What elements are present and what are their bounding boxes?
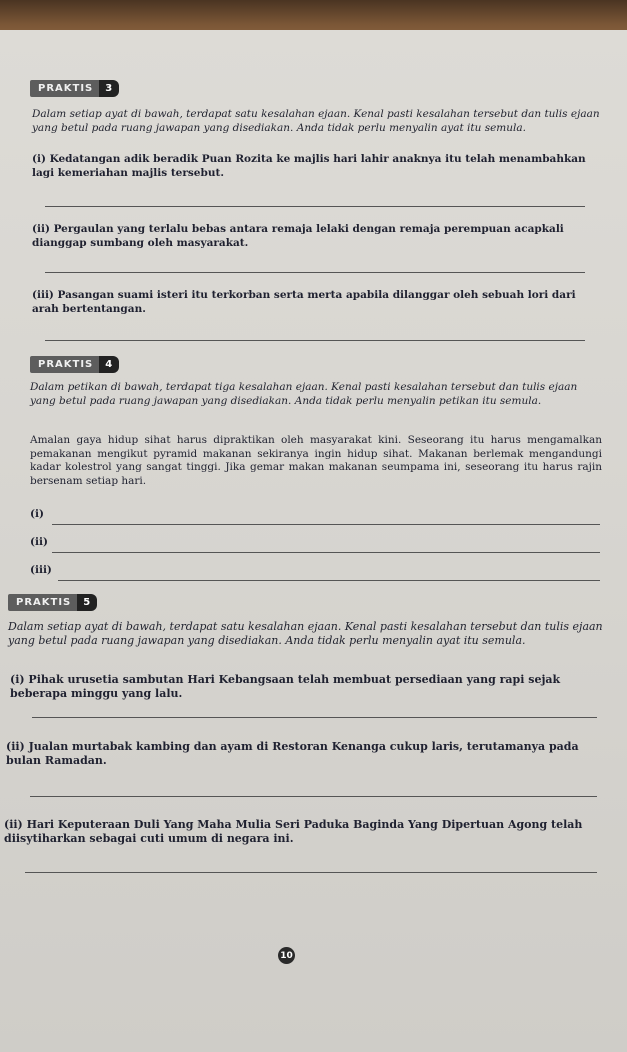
badge-number: 5 [77,594,97,611]
praktis-5-item-1: (i) Pihak urusetia sambutan Hari Kebangsaan telah membuat persediaan yang rapi sejak beberapa minggu yang lalu. [10,673,561,700]
answer-line[interactable] [30,796,597,797]
praktis-3-instruction: Dalam setiap ayat di bawah, terdapat satu kesalahan ejaan. Kenal pasti kesalahan tersebut dan tulis ejaan yang betul pada ruang jawapan yang disediakan. Anda tidak perlu menyalin ayat itu semula. [32,108,600,134]
answer-label: (ii) [30,536,48,548]
praktis-5-item-2: (ii) Jualan murtabak kambing dan ayam di Restoran Kenanga cukup laris, terutamanya pada bulan Ramadan. [6,740,579,767]
answer-line[interactable] [58,580,600,581]
worksheet-page [0,30,627,1052]
answer-line[interactable] [45,272,585,273]
praktis-3-item-3: (iii) Pasangan suami isteri itu terkorban serta merta apabila dilanggar oleh sebuah lori dari arah bertentangan. [32,289,576,315]
praktis-4-badge [30,356,119,373]
badge-label: PRAKTIS [30,356,99,373]
praktis-3-item-2: (ii) Pergaulan yang terlalu bebas antara remaja lelaki dengan remaja perempuan acapkali dianggap sumbang oleh masyarakat. [32,223,564,249]
answer-line[interactable] [32,717,597,718]
badge-number: 4 [99,356,119,373]
praktis-4-passage: Amalan gaya hidup sihat harus dipraktikan oleh masyarakat kini. Seseorang itu harus mengamalkan pemakanan mengikut pyramid makanan sekiranya ingin hidup sihat. Makanan berlemak mengandungi kadar kolestrol yang sangat tinggi. Jika gemar makan makanan seumpama ini, seseorang itu harus rajin bersenam setiap hari. [30,434,602,487]
badge-number: 3 [99,80,119,97]
answer-label: (iii) [30,564,52,576]
praktis-3-item-1: (i) Kedatangan adik beradik Puan Rozita ke majlis hari lahir anaknya itu telah menambahkan lagi kemeriahan majlis tersebut. [32,153,586,179]
answer-line[interactable] [25,872,597,873]
badge-label: PRAKTIS [30,80,99,97]
answer-line[interactable] [45,206,585,207]
praktis-5-badge [8,594,97,611]
page-number: 10 [278,947,295,964]
praktis-5-instruction: Dalam setiap ayat di bawah, terdapat satu kesalahan ejaan. Kenal pasti kesalahan tersebut dan tulis ejaan yang betul pada ruang jawapan yang disediakan. Anda tidak perlu menyalin ayat itu semula. [8,620,603,647]
praktis-3-badge [30,80,119,97]
answer-line[interactable] [45,340,585,341]
praktis-4-instruction: Dalam petikan di bawah, terdapat tiga kesalahan ejaan. Kenal pasti kesalahan tersebut dan tulis ejaan yang betul pada ruang jawapan yang disediakan. Anda tidak perlu menyalin petikan itu semula. [30,381,578,407]
praktis-5-item-3: (ii) Hari Keputeraan Duli Yang Maha Mulia Seri Paduka Baginda Yang Dipertuan Agong telah diisytiharkan sebagai cuti umum di negara ini. [4,818,583,845]
answer-line[interactable] [52,524,600,525]
badge-label: PRAKTIS [8,594,77,611]
answer-line[interactable] [52,552,600,553]
answer-label: (i) [30,508,44,520]
